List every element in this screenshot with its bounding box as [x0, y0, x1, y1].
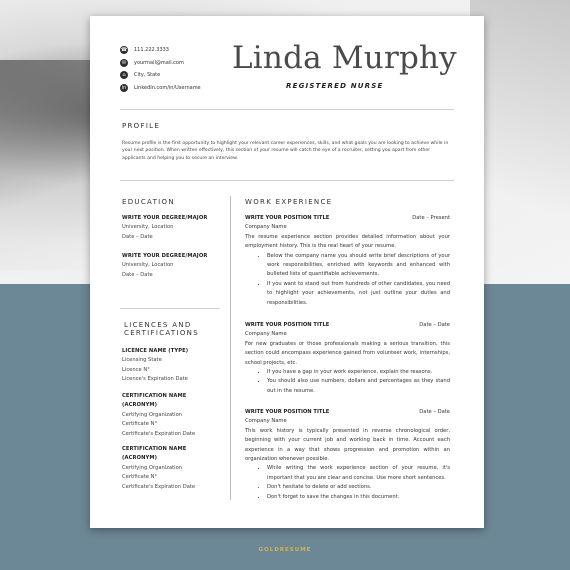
university: University, Location: [122, 262, 174, 269]
divider-left: [120, 308, 220, 309]
email-text: yourmail@mail.com: [134, 59, 184, 66]
cert-expiration: Certificate's Expiration Date: [122, 430, 196, 437]
cert-acronym: (ACRONYM): [122, 455, 158, 462]
job-entry: [245, 408, 450, 502]
cert-number: Certificate N°: [122, 421, 158, 428]
job-title: WRITE YOUR POSITION TITLE: [245, 409, 330, 415]
cert-name: CERTIFICATION NAME: [122, 393, 187, 399]
location-text: City, State: [134, 72, 161, 78]
cert-name: CERTIFICATION NAME: [122, 446, 187, 452]
licence-state: Licensing State: [122, 357, 162, 364]
university: University, Location: [122, 224, 174, 231]
dates: Date – Date: [122, 271, 153, 278]
list-item: • You should also use numbers, dollars and percentages as they stand out in the resume.: [267, 377, 450, 396]
contact-block: [120, 44, 201, 94]
job-header: [245, 321, 450, 330]
contact-location: [120, 69, 201, 81]
dates: Date – Date: [122, 233, 153, 240]
brand-footer: GOLDRESUME: [258, 547, 312, 553]
licence-name: LICENCE NAME (TYPE): [122, 348, 189, 354]
candidate-name: Linda Murphy: [232, 40, 457, 76]
job-entry: [245, 214, 450, 308]
licences-title-line2: CERTIFICATIONS: [124, 329, 199, 337]
divider-top: [120, 109, 454, 110]
cert-org: Certifying Organization: [122, 411, 183, 418]
column-divider: [230, 196, 231, 500]
cert-number: Certificate N°: [122, 474, 158, 481]
job-bullets: [245, 464, 450, 502]
job-header: [245, 408, 450, 417]
job-bullets: [245, 252, 450, 308]
company-name: Company Name: [245, 331, 287, 338]
linkedin-icon: in: [121, 84, 127, 91]
work-title: WORK EXPERIENCE: [245, 198, 333, 206]
cert-org: Certifying Organization: [122, 464, 183, 471]
cert-expiration: Certificate's Expiration Date: [122, 483, 196, 490]
education-title: EDUCATION: [122, 198, 175, 206]
list-item: • Below the company name you should write brief descriptions of your work responsibilities, enriched with keywords and enhanced with bulleted lists of quantifiable achievements.: [267, 252, 450, 280]
education-item: [122, 214, 222, 242]
company-name: Company Name: [245, 418, 287, 425]
job-bullets: [245, 368, 450, 396]
contact-email: [120, 57, 201, 69]
job-description: The resume experience section provides detailed information about your employment history. This is the real heart of your resume.: [245, 233, 450, 250]
licence-number: Licence N°: [122, 366, 150, 373]
job-description: For new graduates or those professionals making a serious transition, this section could encompass experience gained from volunteer work, internships, school projects, etc.: [245, 340, 450, 366]
list-item: • While writing the work experience section of your resume, it's important that you are clear and concise. Use more short sentences.: [267, 464, 450, 483]
degree: WRITE YOUR DEGREE/MAJOR: [122, 253, 208, 259]
job-title: WRITE YOUR POSITION TITLE: [245, 322, 330, 328]
list-item: • If you have a gap in your work experience, explain the reasons.: [267, 368, 450, 377]
list-item: • If you want to stand out from hundreds of other candidates, you need to highlight your achievements, not just outline your duties and responsibilities.: [267, 280, 450, 308]
profile-text: Resume profile is the first opportunity to highlight your relevant career experiences, skills, and what goals you are looking to achieve while in your next position. When written effectively, this section of your resume will catch the eye of a recruiter, setting you apart from other applicants and helping you to secure an interview.: [122, 141, 449, 161]
job-date: Date – Date: [419, 409, 450, 415]
job-date: Date – Date: [419, 322, 450, 328]
phone-text: 111.222.3333: [134, 47, 169, 53]
profile-title: PROFILE: [122, 122, 161, 130]
company-name: Company Name: [245, 224, 287, 231]
contact-linkedin: [120, 82, 201, 94]
list-item: • Don't forget to save the changes in this document.: [267, 493, 450, 502]
licences-title-line1: LICENCES AND: [124, 321, 192, 329]
email-icon: ✉: [121, 59, 127, 66]
job-entry: [245, 321, 450, 396]
list-item: • Don't hesitate to delete or add sections.: [267, 483, 450, 492]
resume-page: [90, 16, 484, 528]
degree: WRITE YOUR DEGREE/MAJOR: [122, 215, 208, 221]
job-header: [245, 214, 450, 223]
contact-phone: [120, 44, 201, 56]
education-item: [122, 252, 222, 280]
licence-item: [122, 347, 222, 385]
job-date: Date – Present: [412, 215, 450, 221]
phone-icon: ☎: [120, 47, 128, 53]
divider-profile: [120, 180, 454, 181]
job-description: This work history is typically presented in reverse chronological order, beginning with your current job and working back in time. Account each experience in a way that shows progression and promotion within an organization whenever possible.: [245, 427, 450, 463]
licence-expiration: Licence's Expiration Date: [122, 376, 188, 383]
linkedin-text: LinkedIn.com/in/Username: [134, 84, 201, 91]
certification-item: [122, 392, 222, 439]
home-icon: ⌂: [120, 71, 128, 79]
certification-item: [122, 445, 222, 492]
job-title: WRITE YOUR POSITION TITLE: [245, 215, 330, 221]
candidate-role: REGISTERED NURSE: [286, 82, 384, 90]
cert-acronym: (ACRONYM): [122, 402, 158, 409]
